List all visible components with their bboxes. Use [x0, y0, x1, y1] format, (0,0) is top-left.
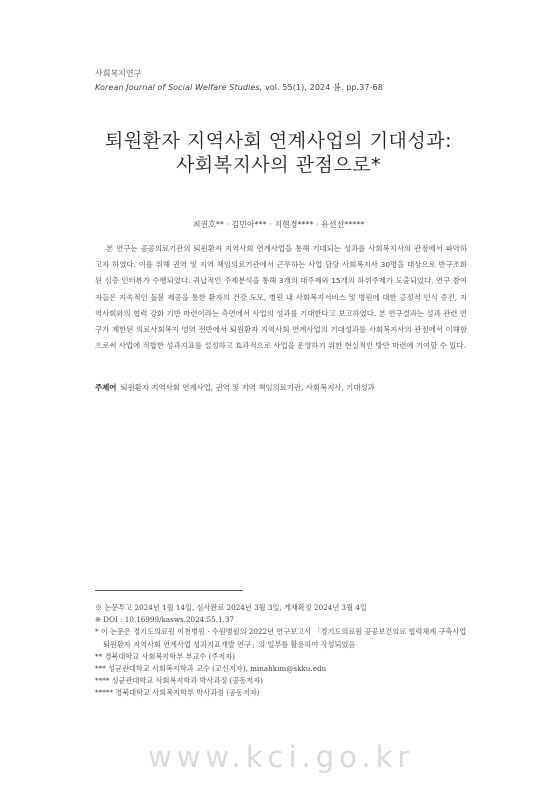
footnote-divider: [95, 590, 243, 591]
keywords-text: 퇴원환자 지역사회 연계사업, 권역 및 지역 책임의료기관, 사회복지사, 기대성과: [120, 383, 375, 392]
footnote-author-4: ***** 경북대학교 사회복지학부 박사과정 (공동저자): [95, 688, 260, 698]
footnote-doi: ※ DOI : 10.16999/kasws.2024.55.1.37: [95, 615, 234, 625]
journal-english-title: Korean Journal of Social Welfare Studies,: [95, 83, 263, 92]
footnotes: [95, 602, 475, 700]
footnote-funding-cont: 퇴원환자 지역사회 연계사업 성과지표개발 연구」의 일부를 활용하여 작성되었음: [103, 639, 356, 649]
watermark: www.kci.go.kr: [148, 740, 415, 774]
abstract: 본 연구는 공공의료기관의 퇴원환자 지역사회 연계사업을 통해 기대되는 성과를 사회복지사의 관점에서 파악하고자 하였다. 이를 위해 권역 및 지역 책임의료기관에서 근무하는 사업 담당 사회복지사 30명을 대상으로 반구조화된 심층 인터뷰가 수행되었다. 귀납적인 주제분석을 통해 3개의 대주제와 15개의 하위주제가 도출되었다. 연구 참여자들은 지속적인 돌봄 제공을 통한 환자의 건강 도모, 병원 내 사회복지서비스 및 병원에 대한 긍정적 인식 증진, 지역사회와의 협력 강화 기반 마련이라는 측면에서 사업의 성과를 기대한다고 보고하였다. 본 연구결과는 성과 관련 연구가 제한된 의료사회복지 영역 전반에서 퇴원환자 지역사회 연계사업의 기대성과를 사회복지사의 관점에서 이해함으로써 사업에 적합한 성과지표를 설정하고 효과적으로 사업을 운영하기 위한 현실적인 방안 마련에 기여할 수 있다.: [95, 244, 467, 351]
footnote-author-2: *** 성균관대학교 사회복지학과 교수 (교신저자), minahkim@skku.edu: [95, 664, 327, 674]
title-line-2: 사회복지사의 관점으로*: [175, 154, 382, 176]
keywords: [95, 382, 375, 393]
authors: 최권호** · 김민아*** · 지현경**** · 유선선*****: [192, 220, 365, 229]
footnote-funding: * 이 논문은 경기도의료원 이천병원 · 수원병원의 2022년 연구보고서 「경기도의료원 공공보건의료 협력체계 구축사업: [95, 627, 467, 637]
title-line-1: 퇴원환자 지역사회 연계사업의 기대성과:: [104, 130, 453, 152]
journal-name: 사회복지연구: [95, 69, 142, 78]
footnote-received: ※ 논문투고 2024년 1월 14일, 심사완료 2024년 3월 3일, 게재확정 2024년 3월 4일: [95, 603, 367, 612]
footnote-author-1: ** 경북대학교 사회복지학부 부교수 (주저자): [95, 651, 235, 661]
citation-line: [95, 82, 383, 93]
volume-info: vol. 55(1), 2024 봄. pp.37-68: [262, 83, 383, 92]
keywords-label: 주제어: [95, 383, 117, 392]
footnote-author-3: **** 성균관대학교 사회복지학과 박사과정 (공동저자): [95, 676, 263, 686]
